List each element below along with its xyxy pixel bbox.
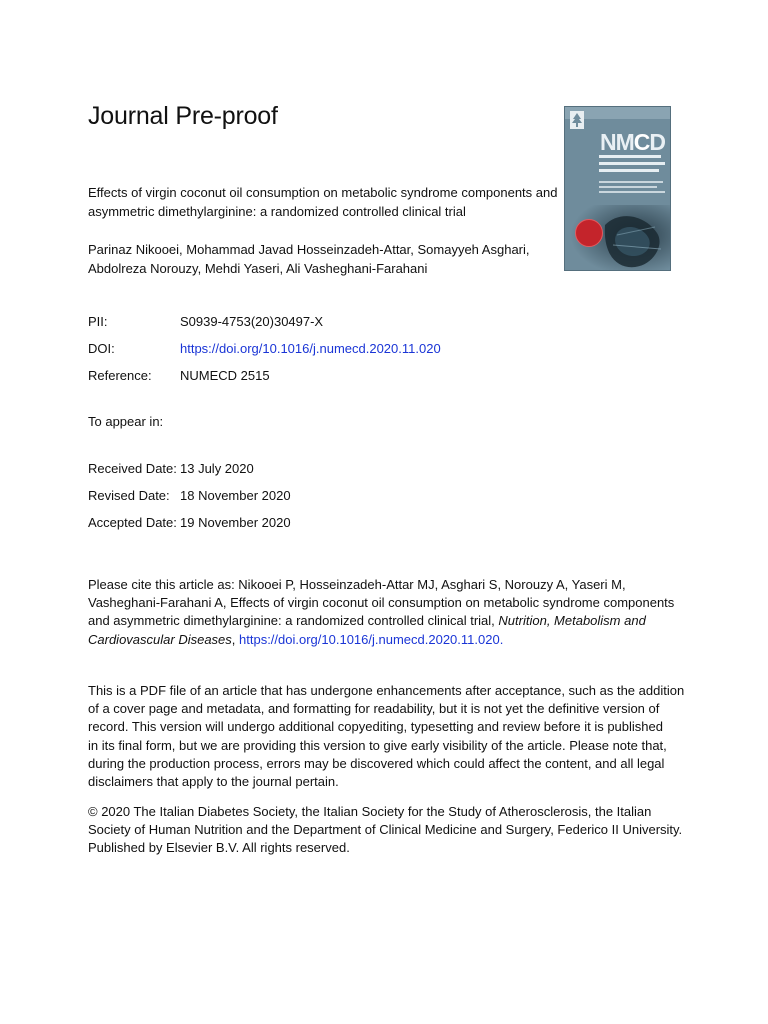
citation-journal-name: Cardiovascular Diseases [88,631,232,647]
copyright-notice [88,803,688,858]
citation-journal-name: Nutrition, Metabolism and [498,613,646,629]
cover-masthead-prefix: NM [600,129,634,155]
page-title: Journal Pre-proof [88,102,278,130]
cover-fine-print [599,181,667,191]
copyright-line: Society of Human Nutrition and the Department of Clinical Medicine and Surgery, Federico II University. [88,822,683,838]
revised-date-row [88,486,291,505]
cover-journal-name-lines [599,155,669,179]
article-title [88,183,558,221]
reference-row [88,366,270,385]
citation-separator: , [231,631,240,647]
pii-label: PII: [88,314,108,329]
received-date-row [88,459,254,478]
copyright-line: Published by Elsevier B.V. All rights reserved. [88,840,350,856]
authors-line: Abdolreza Norouzy, Mehdi Yaseri, Ali Vasheghani-Farahani [88,261,428,276]
revised-date-label: Revised Date: [88,488,170,503]
journal-cover-image [564,106,671,271]
revised-date-value: 18 November 2020 [180,488,291,503]
notice-line: during the production process, errors may be discovered which could affect the content, and all legal [88,755,665,771]
citation-text: and asymmetric dimethylarginine: a randomized controlled clinical trial, [88,613,499,629]
pii-value: S0939-4753(20)30497-X [180,314,324,329]
accepted-date-label: Accepted Date: [88,515,177,530]
received-date-label: Received Date: [88,461,177,476]
citation-line: Please cite this article as: Nikooei P, Hosseinzadeh-Attar MJ, Asghari S, Norouzy A, Yaseri M, [88,577,626,592]
cover-masthead [600,129,665,156]
reference-value: NUMECD 2515 [180,368,270,383]
pii-row [88,312,323,331]
authors-line: Parinaz Nikooei, Mohammad Javad Hosseinzadeh-Attar, Somayyeh Asghari, [88,242,530,257]
citation-period: . [499,631,504,647]
accepted-date-row [88,513,291,532]
doi-link[interactable]: https://doi.org/10.1016/j.numecd.2020.11.020 [180,341,441,356]
appear-in-label: To appear in: [88,414,164,429]
cover-red-badge [575,219,603,247]
cover-masthead-letter: C [633,129,650,155]
article-authors [88,240,568,278]
notice-line: disclaimers that apply to the journal pertain. [88,774,339,790]
doi-row [88,339,441,358]
citation-doi-link[interactable]: https://doi.org/10.1016/j.numecd.2020.11.020 [239,631,500,647]
notice-line: in its final form, but we are providing this version to give early visibility of the article. Please note that, [88,737,667,753]
article-title-line: asymmetric dimethylarginine: a randomized controlled clinical trial [88,204,466,219]
reference-label: Reference: [88,368,152,383]
citation-line [88,631,688,649]
pre-proof-notice [88,682,688,791]
citation-line: Vasheghani-Farahani A, Effects of virgin coconut oil consumption on metabolic syndrome components [88,595,675,611]
copyright-line: © 2020 The Italian Diabetes Society, the Italian Society for the Study of Atherosclerosis, the Italian [88,804,652,819]
citation-line [88,612,688,630]
notice-line: of a cover page and metadata, and formatting for readability, but it is not yet the definitive version of [88,701,660,717]
accepted-date-value: 19 November 2020 [180,515,291,530]
elsevier-tree-logo-icon [570,111,584,129]
notice-line: This is a PDF file of an article that has undergone enhancements after acceptance, such as the addition [88,683,685,698]
received-date-value: 13 July 2020 [180,461,254,476]
doi-label: DOI: [88,341,115,356]
article-title-line: Effects of virgin coconut oil consumption on metabolic syndrome components and [88,185,558,200]
citation-paragraph [88,576,688,649]
cover-masthead-suffix: D [649,129,666,155]
notice-line: record. This version will undergo additional copyediting, typesetting and review before it is published [88,719,663,735]
